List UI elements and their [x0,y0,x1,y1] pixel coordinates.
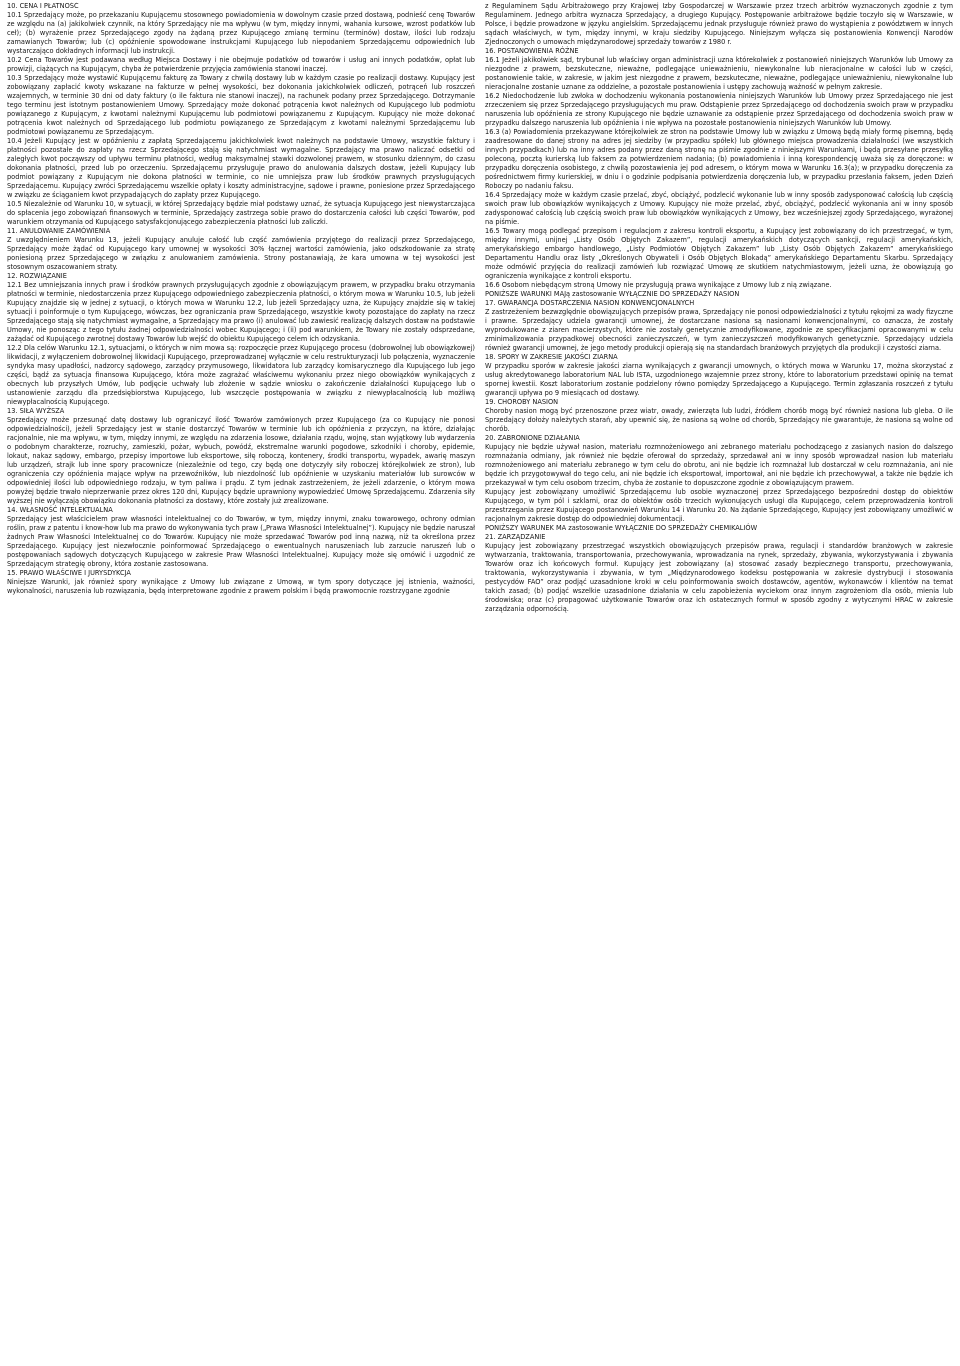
paragraph: 16.1 Jeżeli jakikolwiek sąd, trybunał lub właściwy organ administracji uzna którekolwiek z postanowień niniejszych Warunków lub Umowy za niezgodne z prawem, bezskuteczne, nieważne, podlegające unieważnieniu, niewykonalne lub nieracjonalne w całości lub w części, postanowienie takie, w zakresie, w jakim jest niezgodne z prawem, bezskuteczne, nieważne, podlegające unieważnieniu, niewykonalne lub nieracjonalne zostanie uznane za oddzielne, a pozostałe postanowienia i ustępy zachowują ważność w pełnym zakresie. [485,56,953,91]
paragraph: Kupujący jest zobowiązany umożliwić Sprzedającemu lub osobie wyznaczonej przez Sprzedającego bezpośredni dostęp do obiektów Kupującego, w tym pól i szklarni, oraz do obiektów osób trzecich wykonujących usługi dla Kupującego, celem przeprowadzenia kontroli przestrzegania przez Kupującego postanowień Warunku 14 i Warunku 20. Na żądanie Sprzedającego, Kupujący jest zobowiązany umożliwić w racjonalnym zakresie dostęp do odpowiedniej dokumentacji. [485,488,953,523]
section-heading: 11. ANULOWANIE ZAMÓWIENIA [7,227,111,235]
section-heading: 17. GWARANCJA DOSTARCZENIA NASION KONWENCJONALNYCH [485,299,695,307]
paragraph: Z zastrzeżeniem bezwzględnie obowiązujących przepisów prawa, Sprzedający nie ponosi odpowiedzialności z tytułu rękojmi za wady fizyczne i prawne. Sprzedający udziela gwarancji umownej, że dostarczane nasiona są nasionami konwencjonalnymi, co oznacza, że zostały wyprodukowane z ziaren macierzystych, które nie zostały genetycznie zmodyfikowane, zgodnie ze specyfikacjami opracowanymi w celu zminimalizowania przypadkowej obecności zanieczyszczeń, w tym zanieczyszczeń modyfikowanych genetycznie. Sprzedający udziela również gwarancji umownej, że jego metody produkcji opierają się na standardach branżowych przyjętych dla produkcji i czystości ziarna. [485,308,953,352]
section-heading: 21. ZARZĄDZANIE [485,533,546,541]
paragraph: 16.6 Osobom niebędącym stroną Umowy nie przysługują prawa wynikające z Umowy lub z nią związane. [485,281,832,289]
paragraph: 16.4 Sprzedający może w każdym czasie przelać, zbyć, obciążyć, podzlecić wykonanie lub w inny sposób zadysponować całością lub częścią swoich praw lub obowiązków wynikających z Umowy. Kupujący nie może przelać, zbyć, obciążyć, podzlecić wykonania ani w inny sposób zadysponować całością lub częścią swoich praw lub obowiązków wynikających z Umowy, bez wcześniejszej zgody Sprzedającego, wyrażonej na piśmie. [485,191,953,226]
section-heading: 19. CHOROBY NASION [485,398,559,406]
paragraph: 12.1 Bez umniejszania innych praw i środków prawnych przysługujących zgodnie z obowiązującym prawem, w przypadku braku otrzymania płatności w terminie, niedostarczenia przez Kupującego odpowiedniego zabezpieczenia płatności, o którym mowa w Warunku 10.5, lub jeżeli Kupujący znajdzie się w jednej z sytuacji, o których mowa w Warunku 12.2, lub jeżeli Sprzedający uzna, że Kupujący znajdzie się w takiej sytuacji i poinformuje o tym Kupującego, wówczas, bez ograniczania praw Sprzedającego, wszystkie kwoty pozostające do zapłaty na rzecz Sprzedającego stają się natychmiast wymagalne, a Sprzedający ma prawo (i) anulować lub zawiesić realizację dalszych dostaw na podstawie Umowy, nie ponosząc z tego tytułu żadnej odpowiedzialności wobec Kupującego; i (ii) pod warunkiem, że Towary nie zostały odsprzedane, zażądać od Kupującego zwrotnej dostawy Towarów lub wejść do obiektu Kupującego celem ich odzyskania. [7,281,475,343]
paragraph: 10.1 Sprzedający może, po przekazaniu Kupującemu stosownego powiadomienia w dowolnym czasie przed dostawą, podnieść cenę Towarów ze względu na (a) jakikolwiek czynnik, na który Sprzedający nie ma wpływu (w tym, między innymi, wahania kursowe, wzrost podatków lub ceł); (b) wyrażenie przez Sprzedającego zgody na żądaną przez Kupującego zmianę terminu (terminów) dostaw, ilości lub rodzaju zamawianych Towarów; lub (c) opóźnienie spowodowane instrukcjami Kupującego lub niepodaniem Sprzedającemu odpowiednich lub wystarczająco dokładnych informacji lub instrukcji. [7,11,475,55]
paragraph: 10.2 Cena Towarów jest podawana według Miejsca Dostawy i nie obejmuje podatków od towarów i usług ani innych podatków, opłat lub prowizji, ciążących na Kupującym, chyba że potwierdzenie przyjęcia zamówienia stanowi inaczej. [7,56,475,73]
section-heading: 15. PRAWO WŁAŚCIWE I JURYSDYKCJA [7,569,131,577]
section-heading: PONIŻSZY WARUNEK MA zastosowanie WYŁĄCZNIE DO SPRZEDAŻY CHEMIKALIÓW [485,524,758,532]
left-column [7,2,475,1366]
paragraph: Kupujący nie będzie używał nasion, materiału rozmnożeniowego ani zebranego materiału pochodzącego z zasianych nasion do dalszego rozmnażania odmiany, jak również nie będzie oferował do sprzedaży, sprzedawał ani w inny sposób wprowadzał nasion lub materiału rozmnożeniowego ani materiału zebranego w tym celu do obrotu, ani nie będzie ich rozmnażał lub dostarczał w celu rozmnażania, ani nie będzie ich przygotowywał do tego celu, ani nie będzie ich eksportował, importował, ani nie będzie ich przechowywał, a także nie będzie ich przekazywał w tym celu osobom trzecim, chyba że zostanie to dopuszczone zgodnie z obowiązującym prawem. [485,443,953,487]
paragraph: Kupujący jest zobowiązany przestrzegać wszystkich obowiązujących przepisów prawa, regulacji i standardów branżowych w zakresie wytwarzania, traktowania, transportowania, przechowywania, wprowadzania na rynek, sprzedaży, zbywania, wykorzystywania i zbywania Towarów oraz ich końcowych formuł. Kupujący jest zobowiązany (a) stosować zasady bezpiecznego transportu, przechowywania, traktowania, wykorzystywania i zbywania, w tym „Międzynarodowego kodeksu postępowania w zakresie dystrybucji i stosowania pestycydów FAO” oraz podjąć uzasadnione kroki w celu poinformowania swoich dostawców, agentów, wykonawców i klientów na temat takich zasad; (b) podjąć wszelkie uzasadnione działania w celu zapobieżenia wyciekom oraz innym zagrożeniom dla osób, mienia lub środowiska; oraz (c) propagować użytkowanie Towarów oraz ich ostatecznych formuł w sposób zgodny z wytycznymi HRAC w zakresie zarządzania odpornością. [485,542,953,613]
paragraph: Sprzedający jest właścicielem praw własności intelektualnej co do Towarów, w tym, między innymi, znaku towarowego, ochrony odmian roślin, praw z patentu i know-how lub ma prawo do wykonywania tych praw („Prawa Własności Intelektualnej”). Kupujący nie będzie naruszał żadnych Praw Własności Intelektualnej co do Towarów. Kupujący nie może sprzedawać Towarów pod inną nazwą, niż ta określona przez Sprzedającego. Kupujący jest niezwłocznie poinformować Sprzedającego o ewentualnych naruszeniach lub zarzucie naruszeń lub o postępowaniach sądowych dotyczących Kupującego w zakresie Praw Własności Intelektualnej. Kupujący może się omówić i uzgodnić ze Sprzedającym strategię obrony, która zostanie zastosowana. [7,515,475,568]
section-heading: 12. ROZWIĄZANIE [7,272,67,280]
paragraph: 16.3 (a) Powiadomienia przekazywane którejkolwiek ze stron na podstawie Umowy lub w związku z Umową będą miały formę pisemną, będą zaadresowane do danej strony na adres jej siedziby (w przypadku spółek) lub głównego miejsca prowadzenia działalności (we wszystkich innych przypadkach) lub na inny adres podany przez daną stronę na piśmie zgodnie z niniejszymi Warunkami, i będą przesyłane przesyłką poleconą, pocztą kurierską lub faksem za potwierdzeniem nadania; (b) powiadomienia i inną korespondencję uważa się za doręczone: w przypadku doręczenia osobistego, z chwilą pozostawienia jej pod adresem, o którym mowa w Warunku 16.3(a); w przypadku doręczenia za pośrednictwem firmy kurierskiej, w dniu i o godzinie podpisania potwierdzenia doręczenia lub, w przypadku przesłania faksem, jeden Dzień Roboczy po nadaniu faksu. [485,128,953,190]
paragraph: Sprzedający może przesunąć datę dostawy lub ograniczyć ilość Towarów zamówionych przez Kupującego (za co Kupujący nie ponosi odpowiedzialności), jeżeli Sprzedający jest w stanie dostarczyć Towarów w terminie lub ich opóźnienia z przyczyn, na które, działając racjonalnie, nie ma wpływu, w tym, między innymi, ze względu na zdarzenia losowe, działania rządu, wojnę, stan wyjątkowy lub wydarzenia o podobnym charakterze, rozruchy, zamieszki, pożar, wybuch, powódź, ekstremalne warunki pogodowe, szkodniki i choroby, epidemie, lokaut, nakaz sądowy, embargo, przepisy importowe lub eksportowe, siłę roboczą, kontenery, środki transportu, wypadek, awarię maszyn lub urządzeń, strajk lub inne spory pracownicze (niezależnie od tego, czy będą one dotyczyły siły roboczej którejkolwiek ze stron), lub ograniczenia czy opóźnienia mające wpływ na przewoźników, lub niezdolność lub opóźnienie w uzyskaniu materiałów lub surowców w odpowiedniej ilości lub odpowiedniego rodzaju, w tym paliwa i prądu. Z tym jednak zastrzeżeniem, że jeżeli zdarzenie, o którym mowa powyżej będzie trwało nieprzerwanie przez okres 120 dni, Kupujący będzie uprawniony wypowiedzieć Umowę Sprzedającemu. Zdarzenia siły wyższej nie wyłączają obowiązku dokonania płatności za dostawy, które zostały już zrealizowane. [7,416,475,505]
paragraph: z Regulaminem Sądu Arbitrażowego przy Krajowej Izby Gospodarczej w Warszawie przez trzech arbitrów wyznaczonych zgodnie z tym Regulaminem. Jednego arbitra wyznacza Sprzedający, a drugiego Kupujący. Postępowanie arbitrażowe będzie toczyło się w Warszawie, w Polsce, i będzie prowadzone w języku angielskim. Sprzedającemu jednak przysługuje również prawo do wystąpienia z powództwem w innych sądach właściwych, w tym, między innymi, w kraju siedziby Kupującego. Niniejszym wyłącza się postanowienia Konwencji Narodów Zjednoczonych o umowach międzynarodowej sprzedaży towarów z 1980 r. [485,2,953,46]
section-heading: 14. WŁASNOŚĆ INTELEKTUALNA [7,506,113,514]
section-heading: 16. POSTANOWIENIA RÓŻNE [485,47,579,55]
paragraph: W przypadku sporów w zakresie jakości ziarna wynikających z gwarancji umownych, o których mowa w Warunku 17, można skorzystać z usług akredytowanego laboratorium NAL lub ISTA, uzgodnionego wzajemnie przez strony, które to laboratorium przedstawi opinię na temat spornej kwestii. Koszt laboratorium zostanie podzielony równo pomiędzy Sprzedającego a Kupującego. Termin zgłaszania roszczeń z tytułu gwarancji upływa po 9 miesiącach od dostawy. [485,362,953,397]
right-column [485,2,953,1366]
paragraph: 16.5 Towary mogą podlegać przepisom i regulacjom z zakresu kontroli eksportu, a Kupujący jest zobowiązany do ich przestrzegać, w tym, między innymi, unijnej „Listy Osób Objętych Zakazem”, regulacji amerykańskich dotyczących sankcji, regulacji amerykańskich, amerykańskiego embargo handlowego, „Listy Podmiotów Objętych Zakazem” lub „Listy Osób Objętych Zakazem” amerykańskiego Departamentu Handlu oraz listy „Określonych Obywateli i Osób Objętych Blokadą” amerykańskiego Departamentu Skarbu. Sprzedający może odmówić przyjęcia do realizacji zamówień lub rozwiązać Umowę ze skutkiem natychmiastowym, jeżeli uzna, że obowiązują go ograniczenia wynikające z kontroli eksportu. [485,227,953,280]
section-heading: PONIŻSZE WARUNKI MAJą zastosowanie WYŁĄCZNIE DO SPRZEDAŻY NASION [485,290,740,298]
paragraph: Z uwzględnieniem Warunku 13, jeżeli Kupujący anuluje całość lub część zamówienia przyjętego do realizacji przez Sprzedającego, Sprzedający może żądać od Kupującego kary umownej w wysokości 30% łącznej wartości zamówienia, jako odszkodowanie za stratę poniesioną przez Sprzedającego w związku z anulowaniem zamówienia. Strony postanawiają, że kara umowna w tej wysokości jest stosownym oszacowaniem straty. [7,236,475,271]
paragraph: Niniejsze Warunki, jak również spory wynikające z Umowy lub związane z Umową, w tym spory dotyczące jej istnienia, ważności, wykonalności, naruszenia lub rozwiązania, będą interpretowane zgodnie z prawem polskim i będą prawomocnie rozstrzygane zgodnie [7,578,475,595]
paragraph: 10.5 Niezależnie od Warunku 10, w sytuacji, w której Sprzedający będzie miał podstawy uznać, że sytuacja Kupującego jest niewystarczająca do spłacenia jego zobowiązań finansowych w terminie, Sprzedający zastrzega sobie prawo do dostarczenia całości lub części Towarów, pod warunkiem otrzymania od Kupującego satysfakcjonującego zabezpieczenia płatności lub zaliczki. [7,200,475,226]
paragraph: Choroby nasion mogą być przenoszone przez wiatr, owady, zwierzęta lub ludzi, źródłem chorób mogą być również nasiona lub gleba. O ile Sprzedający dołoży należytych starań, aby upewnić się, że nasiona są wolne od chorób, Sprzedający nie gwarantuje, że nasiona są wolne od chorób. [485,407,953,433]
paragraph: 12.2 Dla celów Warunku 12.1, sytuacjami, o których w nim mowa są: rozpoczęcie przez Kupującego procesu (dobrowolnej lub obowiązkowej) likwidacji, z wyłączeniem dobrowolnej likwidacji Kupującego, przeprowadzanej wyłącznie w celu restrukturyzacji lub połączenia, wyznaczenie syndyka masy upadłości, nadzorcy sądowego, zarządcy przymusowego, likwidatora lub zarządcy komisarycznego dla Kupującego lub jego części, bądź za sytuacja finansowa Kupującego, która może zagrażać właściwemu wykonaniu przez niego obowiązków wynikających z obecnych lub przyszłych Umów, lub podjęcie uchwały lub złożenie w sądzie wniosku o zakończenie działalności Kupującego lub o ustanowienie zarządu dla przedsiębiorstwa Kupującego, lub wszczęcie postępowania w związku z niewypłacalnością lub możliwą niewypłacalnością Kupującego. [7,344,475,406]
section-heading: 10. CENA I PŁATNOŚĆ [7,2,79,10]
section-heading: 20. ZABRONIONE DZIAŁANIA [485,434,580,442]
paragraph: 10.4 Jeżeli Kupujący jest w opóźnieniu z zapłatą Sprzedającemu jakichkolwiek kwot należnych na podstawie Umowy, wszystkie faktury i płatności pozostałe do zapłaty na rzecz Sprzedającego stają się natychmiast wymagalne. Sprzedający ma prawo naliczać odsetki od zaległych kwot począwszy od upływu terminu płatności, według maksymalnej stawki dozwolonej prawem, w stosunku dziennym, do czasu dokonania płatności, przed lub po orzeczeniu. Sprzedającemu przysługuje prawo do anulowania dalszych dostaw, jeżeli Kupujący lub podmiot powiązany z Kupującym nie dokona płatności w terminie, co nie umniejsza praw lub środków prawnych przysługujących Sprzedającemu. Kupujący zwróci Sprzedającemu wszelkie opłaty i koszty administracyjne, sądowe i prawne, poniesione przez Sprzedającego w związku ze ściąganiem kwot przypadających do zapłaty przez Kupującego. [7,137,475,199]
paragraph: 16.2 Niedochodzenie lub zwłoka w dochodzeniu wykonania postanowienia niniejszych Warunków lub Umowy przez Sprzedającego nie jest zrzeczeniem się przez Sprzedającego przysługujących mu praw. Odstąpienie przez Sprzedającego od dochodzenia swoich praw w przypadku naruszenia lub opóźnienia ze strony Kupującego nie będzie uznawanie za odstąpienie przez Sprzedającego od dochodzenia swoich praw w przypadku dalszego naruszenia lub opóźnienia i nie wpływa na pozostałe postanowienia niniejszych Warunków lub Umowy. [485,92,953,127]
section-heading: 13. SIŁA WYŻSZA [7,407,65,415]
paragraph: 10.3 Sprzedający może wystawić Kupującemu fakturę za Towary z chwilą dostawy lub w każdym czasie po realizacji dostawy. Kupujący jest zobowiązany zapłacić kwoty wskazane na fakturze w pełnej wysokości, bez dokonania jakichkolwiek odliczeń, potrąceń lub roszczeń wzajemnych, w terminie 30 dni od daty faktury (o ile faktura nie stanowi inaczej), na rachunek podany przez Sprzedającego. Dotrzymanie tego terminu jest istotnym postanowieniem Umowy. Sprzedający może dokonać potrącenia kwot należnych od Kupującego lub podmiotu powiązanego z Kupującym, z kwotami należnymi Kupującemu lub podmiotowi powiązanemu z Kupującym. Kupujący nie może dokonać potrącenia kwot należnych od Sprzedającego lub podmiotu powiązanego ze Sprzedającym z kwotami należnymi Sprzedającemu lub podmiotowi powiązanemu ze Sprzedającym. [7,74,475,136]
section-heading: 18. SPORY W ZAKRESIE JAKOŚCI ZIARNA [485,353,618,361]
